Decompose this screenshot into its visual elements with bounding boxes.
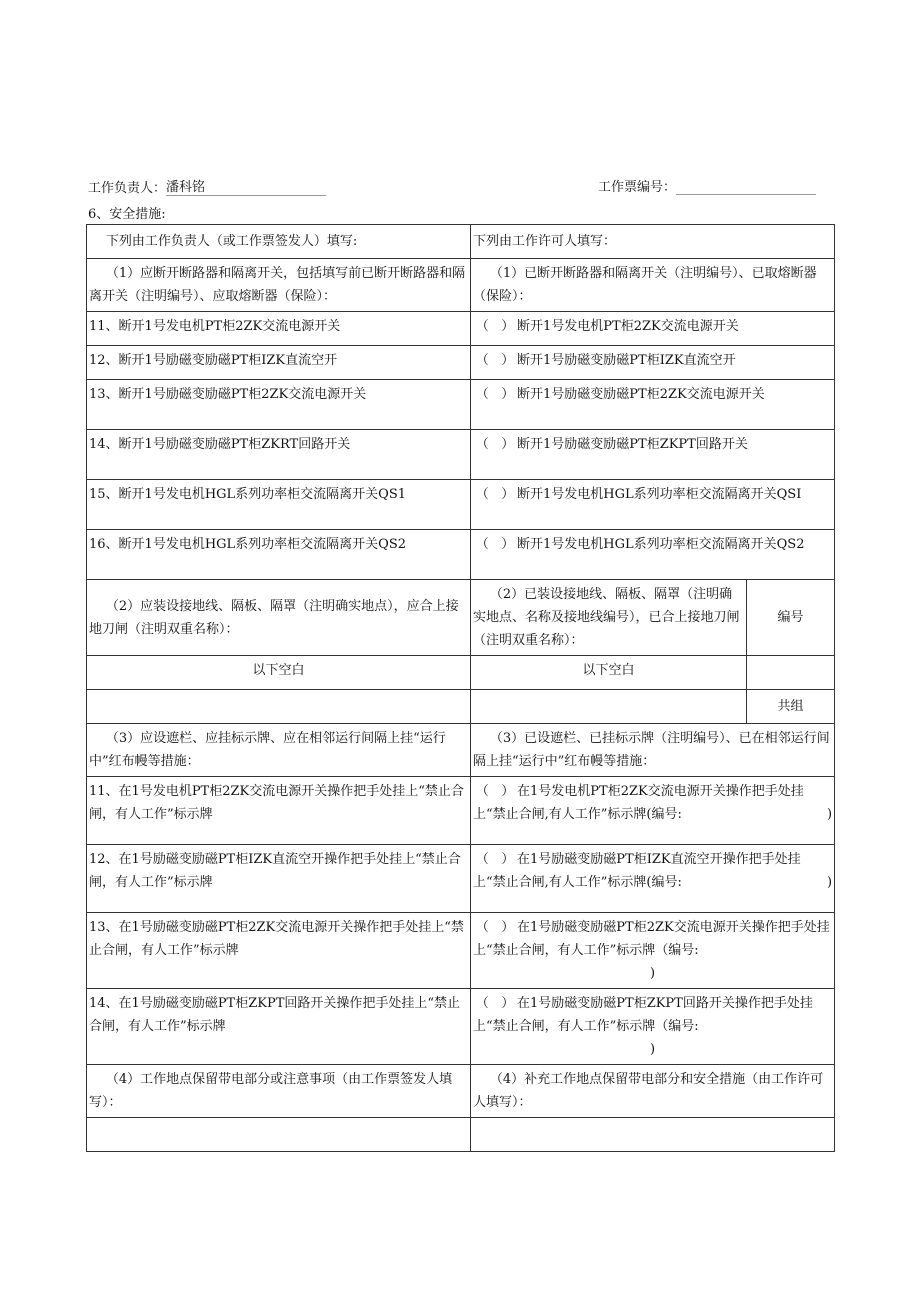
breaker-item-15: 15、断开1号发电机HGL系列功率柜交流隔离开关QS1 [87, 480, 471, 530]
sign-check-11: （ ） 在1号发电机PT柜2ZK交流电源开关操作把手处挂上“禁止合闸,有人工作”标示牌(编号: ) [471, 777, 835, 845]
part3-right-title: （3）已设遮栏、已挂标示牌（注明编号）、已在相邻运行间隔上挂“运行中”红布幔等措施： [471, 724, 835, 777]
breaker-item-16: 16、断开1号发电机HGL系列功率柜交流隔离开关QS2 [87, 530, 471, 580]
part2-right-blank: 以下空白 [471, 656, 747, 690]
check-box[interactable]: （ ） [475, 319, 515, 334]
part1-left-title: （1）应断开断路器和隔离开关，包括填写前已断开断路器和隔离开关（注明编号）、应取熔断器（保险）： [87, 259, 471, 312]
work-leader-value[interactable]: 潘科铭 [166, 176, 326, 196]
breaker-check-15: （ ） 断开1号发电机HGL系列功率柜交流隔离开关QSI [471, 480, 835, 530]
work-leader-label: 工作负责人： [88, 181, 167, 196]
breaker-check-13: （ ） 断开1号励磁变励磁PT柜2ZK交流电源开关 [471, 380, 835, 430]
breaker-check-11: （ ） 断开1号发电机PT柜2ZK交流电源开关 [471, 312, 835, 346]
part3-left-title: （3）应设遮栏、应挂标示牌、应在相邻运行间隔上挂“运行中”红布幔等措施： [87, 724, 471, 777]
part4-left-title: （4）工作地点保留带电部分或注意事项（由工作票签发人填写）： [87, 1065, 471, 1118]
left-column-header: 下列由工作负责人（或工作票签发人）填写: [87, 225, 471, 259]
part2-right-empty[interactable] [471, 690, 747, 724]
part2-right-title: （2）已装设接地线、隔板、隔罩（注明确实地点、名称及接地线编号），已合上接地刀闸（注明双重名称）： [471, 580, 747, 656]
check-box[interactable]: （ ） [475, 437, 515, 452]
sign-item-11: 11、在1号发电机PT柜2ZK交流电源开关操作把手处挂上“禁止合闸，有人工作”标示牌 [87, 777, 471, 845]
sign-check-12: （ ） 在1号励磁变励磁PT柜IZK直流空开操作把手处挂上“禁止合闸,有人工作”标示牌(编号: ) [471, 845, 835, 913]
check-box[interactable]: （ ） [475, 920, 515, 935]
part4-right-empty[interactable] [471, 1118, 835, 1152]
check-box[interactable]: （ ） [475, 387, 515, 402]
breaker-check-16: （ ） 断开1号发电机HGL系列功率柜交流隔离开关QS2 [471, 530, 835, 580]
right-column-header: 下列由工作许可人填写： [471, 225, 835, 259]
part2-left-empty[interactable] [87, 690, 471, 724]
sign-check-13: （ ） 在1号励磁变励磁PT柜2ZK交流电源开关操作把手处挂上“禁止合闸，有人工作”标示牌（编号: ) [471, 913, 835, 989]
part4-left-empty[interactable] [87, 1118, 471, 1152]
check-box[interactable]: （ ） [475, 537, 515, 552]
work-leader-field [88, 176, 326, 196]
total-label: 共组 [747, 690, 835, 724]
part4-right-title: （4）补充工作地点保留带电部分和安全措施（由工作许可人填写）： [471, 1065, 835, 1118]
breaker-check-14: （ ） 断开1号励磁变励磁PT柜ZKPT回路开关 [471, 430, 835, 480]
breaker-item-13: 13、断开1号励磁变励磁PT柜2ZK交流电源开关 [87, 380, 471, 430]
breaker-check-12: （ ） 断开1号励磁变励磁PT柜IZK直流空开 [471, 346, 835, 380]
breaker-item-11: 11、断开1号发电机PT柜2ZK交流电源开关 [87, 312, 471, 346]
ticket-number-field [598, 176, 816, 195]
check-box[interactable]: （ ） [475, 353, 515, 368]
sign-item-14: 14、在1号励磁变励磁PT柜ZKPT回路开关操作把手处挂上“禁止合闸，有人工作”标示牌 [87, 989, 471, 1065]
ticket-number-value[interactable] [676, 194, 816, 195]
number-cell[interactable] [747, 656, 835, 690]
number-header: 编号 [747, 580, 835, 656]
sign-check-14: （ ） 在1号励磁变励磁PT柜ZKPT回路开关操作把手处挂上“禁止合闸，有人工作”标示牌（编号: ) [471, 989, 835, 1065]
check-box[interactable]: （ ） [475, 487, 515, 502]
breaker-item-12: 12、断开1号励磁变励磁PT柜IZK直流空开 [87, 346, 471, 380]
check-box[interactable]: （ ） [475, 784, 515, 799]
check-box[interactable]: （ ） [475, 996, 515, 1011]
part1-right-title: （1）已断开断路器和隔离开关（注明编号）、已取熔断器（保险）： [471, 259, 835, 312]
sign-item-12: 12、在1号励磁变励磁PT柜IZK直流空开操作把手处挂上“禁止合闸，有人工作”标示牌 [87, 845, 471, 913]
sign-item-13: 13、在1号励磁变励磁PT柜2ZK交流电源开关操作把手处挂上“禁止合闸，有人工作”标示牌 [87, 913, 471, 989]
part2-left-title: （2）应装设接地线、隔板、隔罩（注明确实地点），应合上接地刀闸（注明双重名称）： [87, 580, 471, 656]
safety-measures-table [86, 224, 835, 1152]
ticket-number-label: 工作票编号： [598, 180, 677, 195]
section-title: 6、安全措施: [88, 207, 166, 222]
part2-left-blank: 以下空白 [87, 656, 471, 690]
check-box[interactable]: （ ） [475, 852, 515, 867]
breaker-item-14: 14、断开1号励磁变励磁PT柜ZKRT回路开关 [87, 430, 471, 480]
